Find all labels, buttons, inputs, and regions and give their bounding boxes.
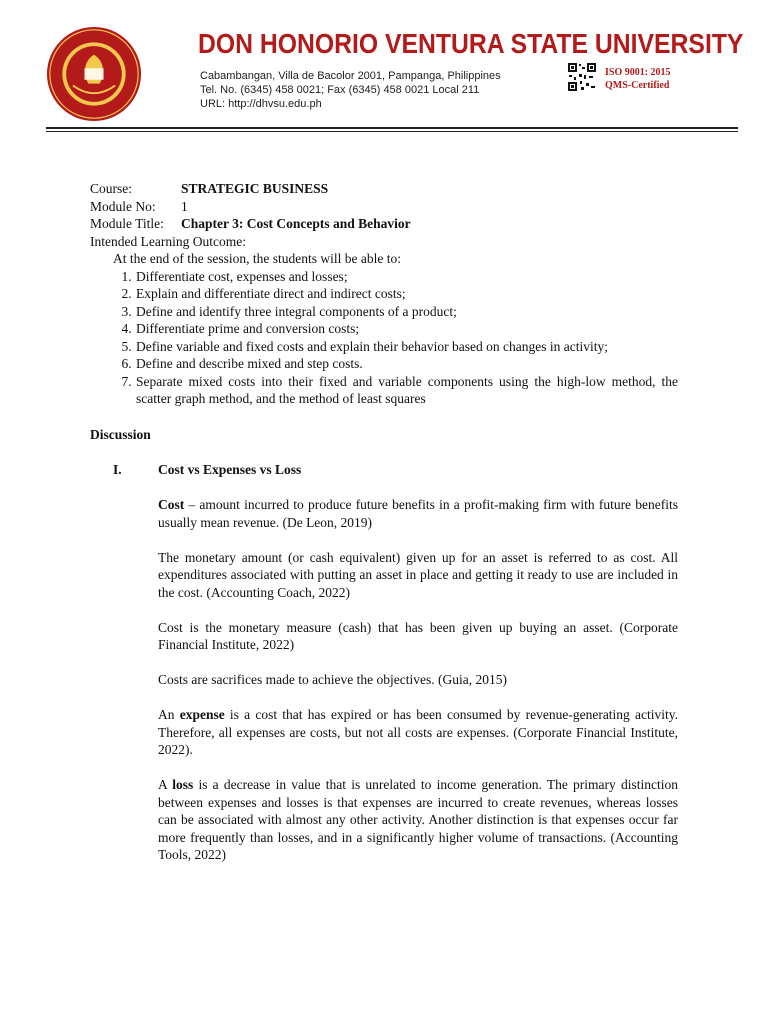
section-heading [90,461,678,479]
module-content [90,180,678,864]
paragraph-text: – amount incurred to produce future benefits in a profit-making firm with future benefits usually mean revenue. (De Leon, 2019) [158,497,678,530]
letterhead [0,0,768,130]
paragraph-loss-definition [90,776,678,864]
list-item: 4. Differentiate prime and conversion costs; [135,320,678,338]
paragraph-expense-definition [90,706,678,759]
paragraph-sacrifices: Costs are sacrifices made to achieve the objectives. (Guia, 2015) [158,672,507,687]
section-title: Cost vs Expenses vs Loss [158,462,302,477]
paragraph-monetary-measure: Cost is the monetary measure (cash) that has been given up buying an asset. (Corporate Financial Institute, 2022) [158,619,678,652]
qms-certified: QMS-Certified [605,80,670,91]
address-line: Cabambangan, Villa de Bacolor 2001, Pampanga, Philippines [200,70,501,82]
term-loss: loss [172,777,194,792]
paragraph-monetary-amount: The monetary amount (or cash equivalent) given up for an asset is referred to as cost. All expenditures associated with putting an asset in place and getting it ready to use are included in the cost. (Accounting Coach, 2022) [158,549,678,600]
paragraph-text: is a decrease in value that is unrelated to income generation. The primary distinction between expenses and losses is that expenses are incurred to create revenues, whereas losses can be associated with almost any other activity. Another distinction is that expenses occur far more frequently than losses, and in a significantly higher volume of transactions. (Accounting Tools, 2022) [158,777,678,862]
list-item: 1. Differentiate cost, expenses and losses; [135,268,678,286]
module-no-row [90,198,678,216]
paragraph-text: is a cost that has expired or has been consumed by revenue-generating activity. Therefore, all expenses are costs, but not all costs are expenses. (Corporate Financial Institute, 2022). [158,707,679,757]
list-item: 6. Define and describe mixed and step costs. [135,355,678,373]
list-item: 2. Explain and differentiate direct and indirect costs; [135,285,678,303]
section-number: I. [113,462,122,477]
iso-certification [605,66,671,92]
ilo-label: Intended Learning Outcome: [90,233,246,249]
list-item: 7. Separate mixed costs into their fixed and variable components using the high-low method, the scatter graph method, and the method of least squares [135,373,678,408]
term-cost: Cost [158,497,185,512]
university-seal-logo [46,26,142,122]
url-line: URL: http://dhvsu.edu.ph [200,98,322,110]
header-divider-thin [46,131,738,132]
address-block [200,69,501,111]
course-row [90,180,678,198]
module-title-row [90,215,678,233]
university-name: DON HONORIO VENTURA STATE UNIVERSITY [198,28,744,59]
list-item: 3. Define and identify three integral components of a product; [135,303,678,321]
paragraph-text: An [158,707,180,722]
module-title-value: Chapter 3: Cost Concepts and Behavior [181,216,411,231]
course-label: Course: [90,181,132,196]
list-item: 5. Define variable and fixed costs and explain their behavior based on changes in activity; [135,338,678,356]
module-no-value: 1 [181,198,188,214]
qr-code-icon [567,62,597,92]
paragraph-cost-definition [90,496,678,531]
ilo-list [90,268,678,408]
paragraph-text: A [158,777,173,792]
iso-standard: ISO 9001: 2015 [605,67,671,78]
discussion-heading: Discussion [90,426,151,442]
ilo-intro: At the end of the session, the students will be able to: [113,251,401,266]
module-no-label: Module No: [90,198,156,214]
header-divider [46,127,738,129]
term-expense: expense [179,707,225,722]
course-value: STRATEGIC BUSINESS [181,181,329,196]
phone-line: Tel. No. (6345) 458 0021; Fax (6345) 458 0021 Local 211 [200,84,480,96]
module-title-label: Module Title: [90,216,164,231]
